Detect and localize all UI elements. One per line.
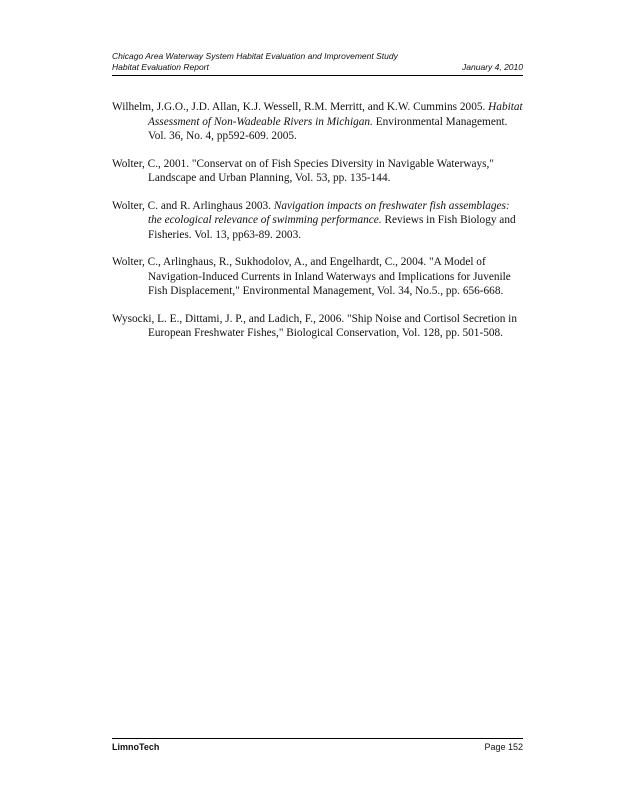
header-date: January 4, 2010 <box>462 62 523 72</box>
header-row <box>112 62 523 73</box>
footer-brand: LimnoTech <box>112 742 160 752</box>
reference-item <box>112 312 523 341</box>
reference-title: Navigation impacts on freshwater fish assemblages: the ecological relevance of swimming performance. <box>148 199 510 226</box>
reference-item <box>112 100 523 144</box>
reference-text: Wolter, C., 2001. "Conservat on of Fish Species Diversity in Navigable Waterways," Landscape and Urban Planning, Vol. 53, pp. 135-144. <box>112 157 494 184</box>
reference-text: Wolter, C., Arlinghaus, R., Sukhodolov, A., and Engelhardt, C., 2004. "A Model of Navigation-Induced Currents in Inland Waterways and Implications for Juvenile Fish Displacement," Environmental Management, Vol. 34, No.5., pp. 656-668. <box>112 256 511 297</box>
reference-text: Reviews in Fish Biology and Fisheries. Vol. 13, pp63-89. 2003. <box>148 214 516 241</box>
header-rule <box>112 75 523 76</box>
reference-title: Habitat Assessment of Non-Wadeable Rivers in Michigan. <box>148 101 523 128</box>
reference-list <box>112 100 523 354</box>
page-number: Page 152 <box>484 742 523 752</box>
reference-text: Wysocki, L. E., Dittami, J. P., and Ladich, F., 2006. "Ship Noise and Cortisol Secretion in European Freshwater Fishes," Biological Conservation, Vol. 128, pp. 501-508. <box>112 312 517 339</box>
footer-row <box>112 742 523 752</box>
page-footer <box>112 738 523 752</box>
reference-item <box>112 157 523 186</box>
header-report-title: Habitat Evaluation Report <box>112 62 209 72</box>
reference-text: Wilhelm, J.G.O., J.D. Allan, K.J. Wessell, R.M. Merritt, and K.W. Cummins 2005. <box>112 101 489 113</box>
footer-rule <box>112 738 523 739</box>
reference-item <box>112 199 523 243</box>
page-header <box>112 51 523 76</box>
reference-text: Environmental Management. Vol. 36, No. 4, pp592-609. 2005. <box>148 115 508 142</box>
reference-text: Wolter, C. and R. Arlinghaus 2003. <box>112 199 274 212</box>
reference-item <box>112 255 523 299</box>
header-study-title: Chicago Area Waterway System Habitat Evaluation and Improvement Study <box>112 51 398 61</box>
